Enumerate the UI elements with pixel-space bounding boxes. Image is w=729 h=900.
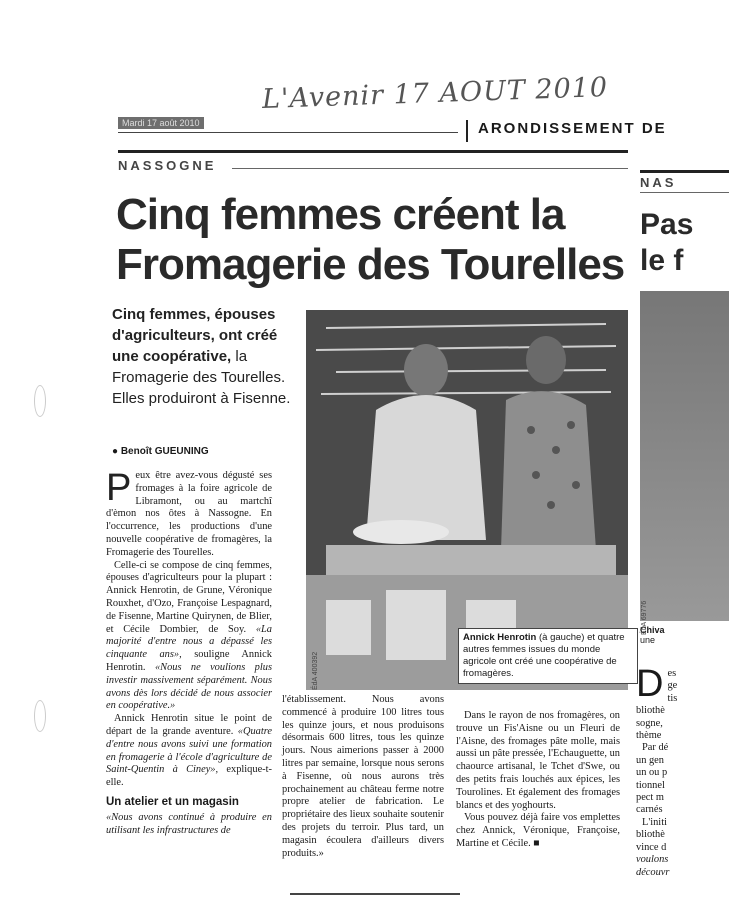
adjacent-line: sogne,: [636, 717, 663, 729]
paragraph: [106, 713, 272, 790]
adjacent-line: un ou p: [636, 767, 668, 779]
adjacent-line: découvr: [636, 866, 670, 878]
punch-hole-mark: [34, 700, 46, 732]
dateline-text: Mardi 17 août 2010: [118, 117, 204, 129]
adjacent-rule: [640, 170, 729, 173]
article-column-2: [282, 694, 444, 860]
adjacent-line: bliothè: [636, 829, 665, 841]
photo-credit: ÉdA 400392: [312, 651, 319, 690]
paragraph-text: souligne Annick Henrotin.: [106, 649, 272, 673]
adjacent-kicker-rule: [640, 192, 729, 193]
photo-caption: [458, 628, 638, 684]
adjacent-drop-cap: D: [636, 668, 664, 705]
top-rule: [118, 150, 628, 153]
article-column-3: [456, 710, 620, 851]
handwritten-date-note: L'Avenir 17 AOUT 2010: [261, 71, 609, 116]
adjacent-line: bliothè: [636, 705, 665, 717]
quote: «Nous avons continué à produire en utilisant les infrastructures de: [106, 811, 272, 836]
byline: [112, 446, 209, 457]
adjacent-dropcap-lines: [667, 668, 677, 705]
kicker-location: NASSOGNE: [118, 158, 217, 173]
adjacent-line: thème: [636, 730, 662, 742]
paragraph: [456, 812, 620, 850]
lead-paragraph: [112, 304, 302, 409]
adjacent-line: L'initi: [642, 816, 667, 828]
byline-author: Benoît GUEUNING: [120, 446, 209, 457]
adjacent-line: pect m: [636, 792, 664, 804]
adjacent-text: [636, 668, 729, 879]
adjacent-article: [640, 170, 729, 645]
section-header: ARONDISSEMENT DE: [466, 120, 729, 142]
quote: «Quatre d'entre nous avons suivi une formation en fromagerie à l'école d'agriculture de Saint-Quentin à Ciney»,: [106, 725, 272, 776]
kicker-rule: [232, 168, 628, 169]
article-column-1: [106, 467, 272, 837]
punch-hole-mark: [34, 385, 46, 417]
lead-bold: Cinq femmes, épouses d'agriculteurs, ont créé une coopérative,: [112, 306, 278, 365]
adjacent-photo: [640, 291, 729, 621]
adjacent-headline-line: Pas: [640, 208, 694, 241]
paragraph: eux être avez-vous dégusté ses fromages à la foire agricole de Libramont, ou au martchî d'èmon nos ôtes à Nassogne. En l'occurrence, les productions d'une nouvelle coopérative de fromagères, la Fromagerie des Tourelles.: [106, 470, 272, 558]
adjacent-photo-credit: ÉdA 69776: [641, 600, 648, 635]
adjacent-line: un gen: [636, 754, 664, 766]
bottom-rule: [290, 893, 460, 895]
adjacent-line: ge: [667, 680, 678, 692]
adjacent-headline-line: le f: [640, 244, 684, 277]
paragraph-text: Vous pouvez déjà faire vos emplettes chez Annick, Véronique, Françoise, Martine et Cécile.: [456, 812, 620, 849]
paragraph: Dans le rayon de nos fromagères, on trouve un Fis'Aisne ou un Fleuri de l'Aisne, des fromages pâte molle, mais aussi un pâte pressée, l'Echauguette, un chaource artisanal, le Tchet d'Swe, ou des petits frais louchés aux épices, les Tourolines. Et également des fromages blancs et des yoghourts.: [456, 710, 620, 811]
adjacent-caption: une: [640, 635, 656, 645]
adjacent-line: es: [667, 668, 677, 679]
byline-bullet-icon: ●: [112, 446, 119, 457]
adjacent-line: tis: [667, 692, 678, 704]
paragraph-text: Celle-ci se compose de cinq femmes, épouses d'agriculteurs pour la plupart : Annick Henrotin, de Grune, Véronique Rouxhet, d'Ozo, Françoise Lespagnard, de Fisenne, Martine Quirynen, de Blier, et Cécile Dombier, de Soy.: [106, 559, 272, 635]
dateline: [118, 118, 458, 133]
lead-rest: la Fromagerie des Tourelles. Elles produiront à Fisenne.: [112, 348, 291, 407]
paragraph-text: Annick Henrotin situe le point de départ de la grande aventure.: [106, 713, 272, 737]
adjacent-line: voulons: [636, 854, 669, 866]
adjacent-line: carnés: [636, 804, 663, 816]
adjacent-dropcap-block: [636, 668, 729, 705]
caption-text: (à gauche) et quatre autres femmes issues du monde agricole ont créé une coopérative de fromagères.: [463, 632, 625, 679]
quote: «La majorité d'entre nous a dépassé les cinquante ans»,: [106, 623, 272, 661]
adjacent-caption: Chiva: [640, 625, 665, 635]
caption-name: Annick Henrotin: [463, 632, 537, 643]
paragraph-text: explique-t-elle.: [106, 764, 272, 789]
drop-cap: P: [106, 467, 132, 509]
end-mark-icon: ■: [533, 837, 540, 849]
quote: «Nous ne voulions plus investir massivement séparément. Nous avons dès lors décidé de nous associer en coopérative.»: [106, 661, 272, 712]
scan-margin: [0, 0, 40, 900]
subheading: Un atelier et un magasin: [106, 795, 239, 808]
adjacent-line: tionnel: [636, 779, 665, 791]
adjacent-line: Par dé: [642, 742, 669, 754]
paragraph: [106, 560, 272, 714]
adjacent-kicker: NAS: [640, 175, 677, 190]
headline: Cinq femmes créent la Fromagerie des Tourelles: [116, 190, 625, 289]
adjacent-line: vince d: [636, 841, 667, 853]
paragraph: l'établissement. Nous avons commencé à produire 100 litres tous les quinze jours, et nous produisons désormais 600 litres, tous les quinze jours. Nous aimerions passer à 2000 litres par semaine, lorsque nous serons à Fisenne, où nous aurons très prochainement au château ferme notre propre atelier de fabrication. Le propriétaire des lieux souhaite soutenir des projets du terroir. Plus tard, un magasin écoulera d'ailleurs divers produits.»: [282, 694, 444, 859]
